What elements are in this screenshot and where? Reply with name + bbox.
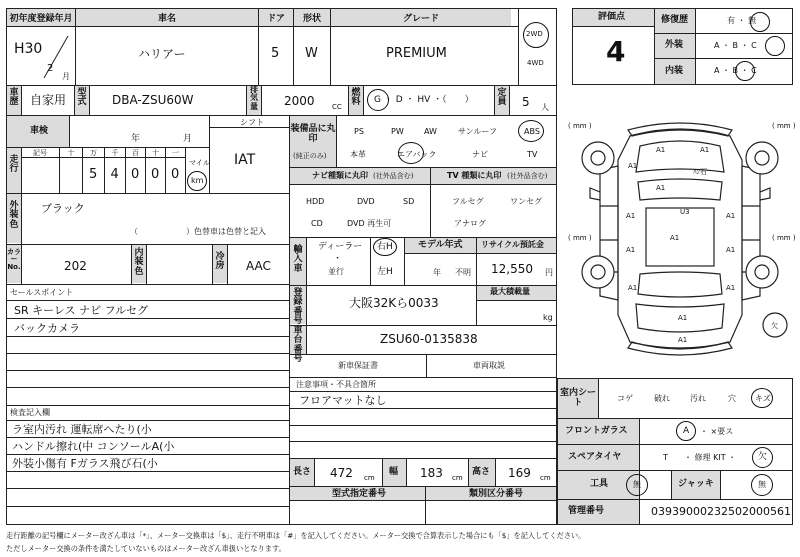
import-right-h: 右H xyxy=(377,242,393,252)
color-no-value: 202 xyxy=(64,259,87,273)
score-value: 4 xyxy=(606,35,626,68)
recycle-value: 12,550 xyxy=(491,262,533,276)
interior-eval-options: A ・ B ・ C xyxy=(714,66,757,75)
tire-mm-label: ( mm ) xyxy=(568,122,592,130)
equip-tv: TV xyxy=(527,150,538,159)
equipment-sublabel: (純正のみ) xyxy=(293,152,327,160)
navi-hdd: HDD xyxy=(306,197,325,206)
ac-value: AAC xyxy=(246,259,271,273)
door-value: 5 xyxy=(271,46,280,61)
damage-mark: A1 xyxy=(656,146,666,154)
warranty-manual: 車両取説 xyxy=(473,361,505,370)
navi-cd: CD xyxy=(311,219,323,228)
exterior-eval-label: 外装 xyxy=(665,40,684,50)
damage-mark-hw: ﾊﾝ石 xyxy=(693,168,707,176)
fuel-options: G ・ D ・ HV ・（ ） xyxy=(374,95,474,105)
equip-navi: ナビ xyxy=(472,150,488,159)
damage-mark: A1 xyxy=(628,284,638,292)
damage-mark: A1 xyxy=(726,284,736,292)
fuel-label: 燃料 xyxy=(349,86,363,115)
spare-tire-missing: 欠 xyxy=(758,452,768,462)
mile-unit: マイル xyxy=(189,159,210,167)
jack-label: ジャッキ xyxy=(678,479,714,489)
shape-header xyxy=(294,9,330,26)
inspection-label: 車検 xyxy=(30,126,49,136)
capacity-label: 定員 xyxy=(495,86,509,115)
management-label: 管理番号 xyxy=(568,506,605,516)
mileage-label: 走行 xyxy=(7,148,21,193)
sales-point-label: セールスポイント xyxy=(10,288,74,297)
navi-sd: SD xyxy=(403,197,415,206)
score-label: 評価点 xyxy=(598,12,626,22)
shift-label: シフト xyxy=(240,118,264,127)
mileage-digit-header: 十 xyxy=(152,149,159,157)
tv-note: (社外品含む) xyxy=(507,172,548,180)
max-load-unit: kg xyxy=(543,313,553,322)
damage-mark: A1 xyxy=(626,212,636,220)
seat-dirt: 汚れ xyxy=(690,394,706,403)
mileage-digit: 0 xyxy=(171,167,180,182)
mileage-digit-header: 十 xyxy=(67,149,75,157)
exterior-c-circle xyxy=(765,36,785,56)
front-glass-label: フロントガラス xyxy=(565,426,628,436)
recycle-label: リサイクル預託金 xyxy=(481,240,544,249)
sales-point-line-1: SR キーレス ナビ フルセグ xyxy=(14,304,149,317)
model-year-unknown: 不明 xyxy=(455,268,471,277)
drive-2wd: 2WD xyxy=(526,30,543,38)
width-value: 183 xyxy=(420,466,443,480)
model-value: DBA-ZSU60W xyxy=(112,93,194,107)
door-header xyxy=(259,9,293,26)
import-label: 輸入車 xyxy=(290,238,306,285)
notes-label: 注意事項・不具合箇所 xyxy=(296,380,376,389)
car-use-value: 自家用 xyxy=(30,93,67,107)
tv-analog: アナログ xyxy=(454,219,486,228)
repair-options: 有 ・ 無 xyxy=(727,16,757,25)
car-name-header xyxy=(76,9,258,26)
grade-value: PREMIUM xyxy=(386,46,447,61)
displacement-value: 2000 xyxy=(284,94,315,108)
management-value: 0393900023250200056​1 xyxy=(651,505,791,518)
spare-tire-t: T xyxy=(663,453,668,462)
car-name-value: ハリアー xyxy=(138,47,186,61)
interior-seat-label: 室内シート xyxy=(559,387,596,408)
tv-oneseg: ワンセグ xyxy=(510,197,542,206)
import-left-h: 左H xyxy=(377,267,393,277)
first-reg-label: 初年度登録年月 xyxy=(9,14,73,24)
tv-label: TV 種類に丸印 xyxy=(447,171,502,180)
exterior-color-label: 外装色 xyxy=(7,194,21,243)
seat-hole: 穴 xyxy=(728,394,736,403)
equip-abs: ABS xyxy=(524,127,540,136)
shape-value: W xyxy=(305,46,318,61)
mileage-digit-header: 百 xyxy=(132,149,139,157)
tools-value: 無 xyxy=(633,480,641,489)
navi-label: ナビ種類に丸印 xyxy=(312,171,368,180)
damage-mark: 欠 xyxy=(771,322,778,330)
footer-line-1: 走行距離の記号欄にメーター改ざん車は「*」、メーター交換車は「$」、走行不明車は「#」を記入してください。メーター交換で合算表示した場合にも「$」を記入してください。 xyxy=(6,531,586,540)
month-value: 2 xyxy=(47,63,54,74)
car-use-label: 車歴 xyxy=(7,86,21,115)
damage-mark: A1 xyxy=(726,246,736,254)
damage-mark: A1 xyxy=(678,314,688,322)
width-unit: cm xyxy=(452,474,463,482)
tire-mm-label: ( mm ) xyxy=(568,234,592,242)
mileage-digit: 4 xyxy=(110,167,119,182)
color-no-label: カラーNo. xyxy=(7,245,21,283)
tv-fullseg: フルセグ xyxy=(452,197,484,206)
type-designation-label: 型式指定番号 xyxy=(332,489,387,499)
equipment-label: 装備品に丸印 xyxy=(290,124,336,144)
height-unit: cm xyxy=(540,474,551,482)
recycle-unit: 円 xyxy=(545,268,553,277)
seat-tear: 破れ xyxy=(654,394,670,403)
chassis-label: 車台番号 xyxy=(290,326,306,354)
car-damage-diagram xyxy=(560,100,800,380)
mileage-digit: 0 xyxy=(131,167,140,182)
damage-mark: A1 xyxy=(670,234,680,242)
mileage-digit-header: 千 xyxy=(111,149,119,157)
capacity-value: 5 xyxy=(522,95,530,109)
month-unit: 月 xyxy=(62,72,70,81)
equip-leather: 本革 xyxy=(350,150,366,159)
model-year-unit: 年 xyxy=(433,268,441,277)
damage-mark: U3 xyxy=(680,208,690,216)
mileage-digit-header: 万 xyxy=(90,149,97,157)
exterior-eval-options: A ・ B ・ C xyxy=(714,41,757,50)
jack-value: 無 xyxy=(758,480,766,489)
class-number-label: 類別区分番号 xyxy=(469,489,524,499)
damage-mark: A1 xyxy=(726,212,736,220)
inspection-month-unit: 月 xyxy=(183,134,193,144)
capacity-unit: 人 xyxy=(541,103,549,112)
height-value: 169 xyxy=(508,466,531,480)
damage-mark: A1 xyxy=(700,146,710,154)
tools-label: 工具 xyxy=(590,479,609,489)
tire-mm-label: ( mm ) xyxy=(772,234,796,242)
inspector-label: 検査記入欄 xyxy=(10,408,50,417)
length-unit: cm xyxy=(364,474,375,482)
footer-line-2: ただしメーター交換の条件を満たしていないものはメーター改ざん車扱いとなります。 xyxy=(6,544,286,553)
first-reg-header xyxy=(7,9,75,26)
inspector-line-2: ハンドル擦れ(中 コンソールA(小 xyxy=(12,440,175,453)
front-glass-mark: A xyxy=(683,426,690,436)
import-dealer: ディーラー xyxy=(318,242,363,252)
navi-note: (社外品含む) xyxy=(373,172,414,180)
equip-ps: PS xyxy=(354,127,364,136)
damage-mark: A1 xyxy=(656,184,666,192)
ac-label: 冷房 xyxy=(213,245,227,283)
sales-point-line-2: バックカメラ xyxy=(14,322,80,335)
inspector-line-1: ラ室内汚れ 運転席へたり(小 xyxy=(12,423,152,436)
seat-burn: コゲ xyxy=(617,394,633,403)
displacement-label: 排気量 xyxy=(247,86,261,115)
inspection-year-unit: 年 xyxy=(131,134,141,144)
inspector-line-3: 外装小傷有 Fガラス飛び石(小 xyxy=(12,457,158,470)
damage-mark: A1 xyxy=(678,336,688,344)
equip-airbag: エアバック xyxy=(397,150,437,159)
import-parallel: 並行 xyxy=(328,267,344,276)
grade-header xyxy=(331,9,511,26)
registration-value: 大阪32Kら0033 xyxy=(349,296,439,310)
year-value: H30 xyxy=(14,41,43,57)
equip-pw: PW xyxy=(391,127,404,136)
spare-tire-label: スペアタイヤ xyxy=(568,452,622,462)
grade-label: グレード xyxy=(402,14,439,24)
color-change-note: （ ）色替車は色替と記入 xyxy=(130,227,266,236)
damage-mark: A1 xyxy=(626,246,636,254)
model-year-label: モデル年式 xyxy=(418,240,463,250)
navi-dvd: DVD xyxy=(357,197,375,206)
exterior-color-value: ブラック xyxy=(41,202,85,215)
navi-dvd-play: DVD 再生可 xyxy=(347,219,392,228)
interior-eval-label: 内装 xyxy=(665,66,684,76)
drive-4wd: 4WD xyxy=(527,59,544,67)
equip-sunroof: サンルーフ xyxy=(458,127,497,136)
warranty-new-car: 新車保証書 xyxy=(338,361,378,370)
registration-label: 登録番号 xyxy=(290,286,306,324)
spare-tire-kit: ・ 修理 KIT ・ xyxy=(684,453,737,462)
displacement-unit: CC xyxy=(332,103,342,111)
door-label: ドア xyxy=(267,14,285,24)
length-label: 長さ xyxy=(293,467,312,477)
shift-value: IAT xyxy=(234,152,256,168)
interior-color-label: 内装色 xyxy=(132,245,146,283)
chassis-value: ZSU60-0135838 xyxy=(380,332,478,346)
repair-label: 修復歴 xyxy=(661,15,689,25)
height-label: 高さ xyxy=(472,467,491,477)
notes-value: フロアマットなし xyxy=(299,394,387,407)
seat-scratch: キズ xyxy=(755,394,771,403)
mileage-digit: 5 xyxy=(89,167,98,182)
tire-mm-label: ( mm ) xyxy=(772,122,796,130)
equip-aw: AW xyxy=(424,127,437,136)
model-label: 型式 xyxy=(75,86,89,115)
mileage-symbol-label: 記号 xyxy=(33,149,47,157)
mileage-digit: 0 xyxy=(151,167,160,182)
km-unit: km xyxy=(191,176,204,185)
max-load-label: 最大積載量 xyxy=(490,287,530,296)
width-label: 幅 xyxy=(389,467,399,477)
front-glass-replace: ・ ×要ス xyxy=(700,427,734,436)
mileage-digit-header: 一 xyxy=(172,149,179,157)
car-name-label: 車名 xyxy=(157,14,176,24)
damage-mark: A1 xyxy=(628,162,638,170)
length-value: 472 xyxy=(330,466,353,480)
import-dot: ・ xyxy=(333,254,343,264)
shape-label: 形状 xyxy=(302,14,321,24)
